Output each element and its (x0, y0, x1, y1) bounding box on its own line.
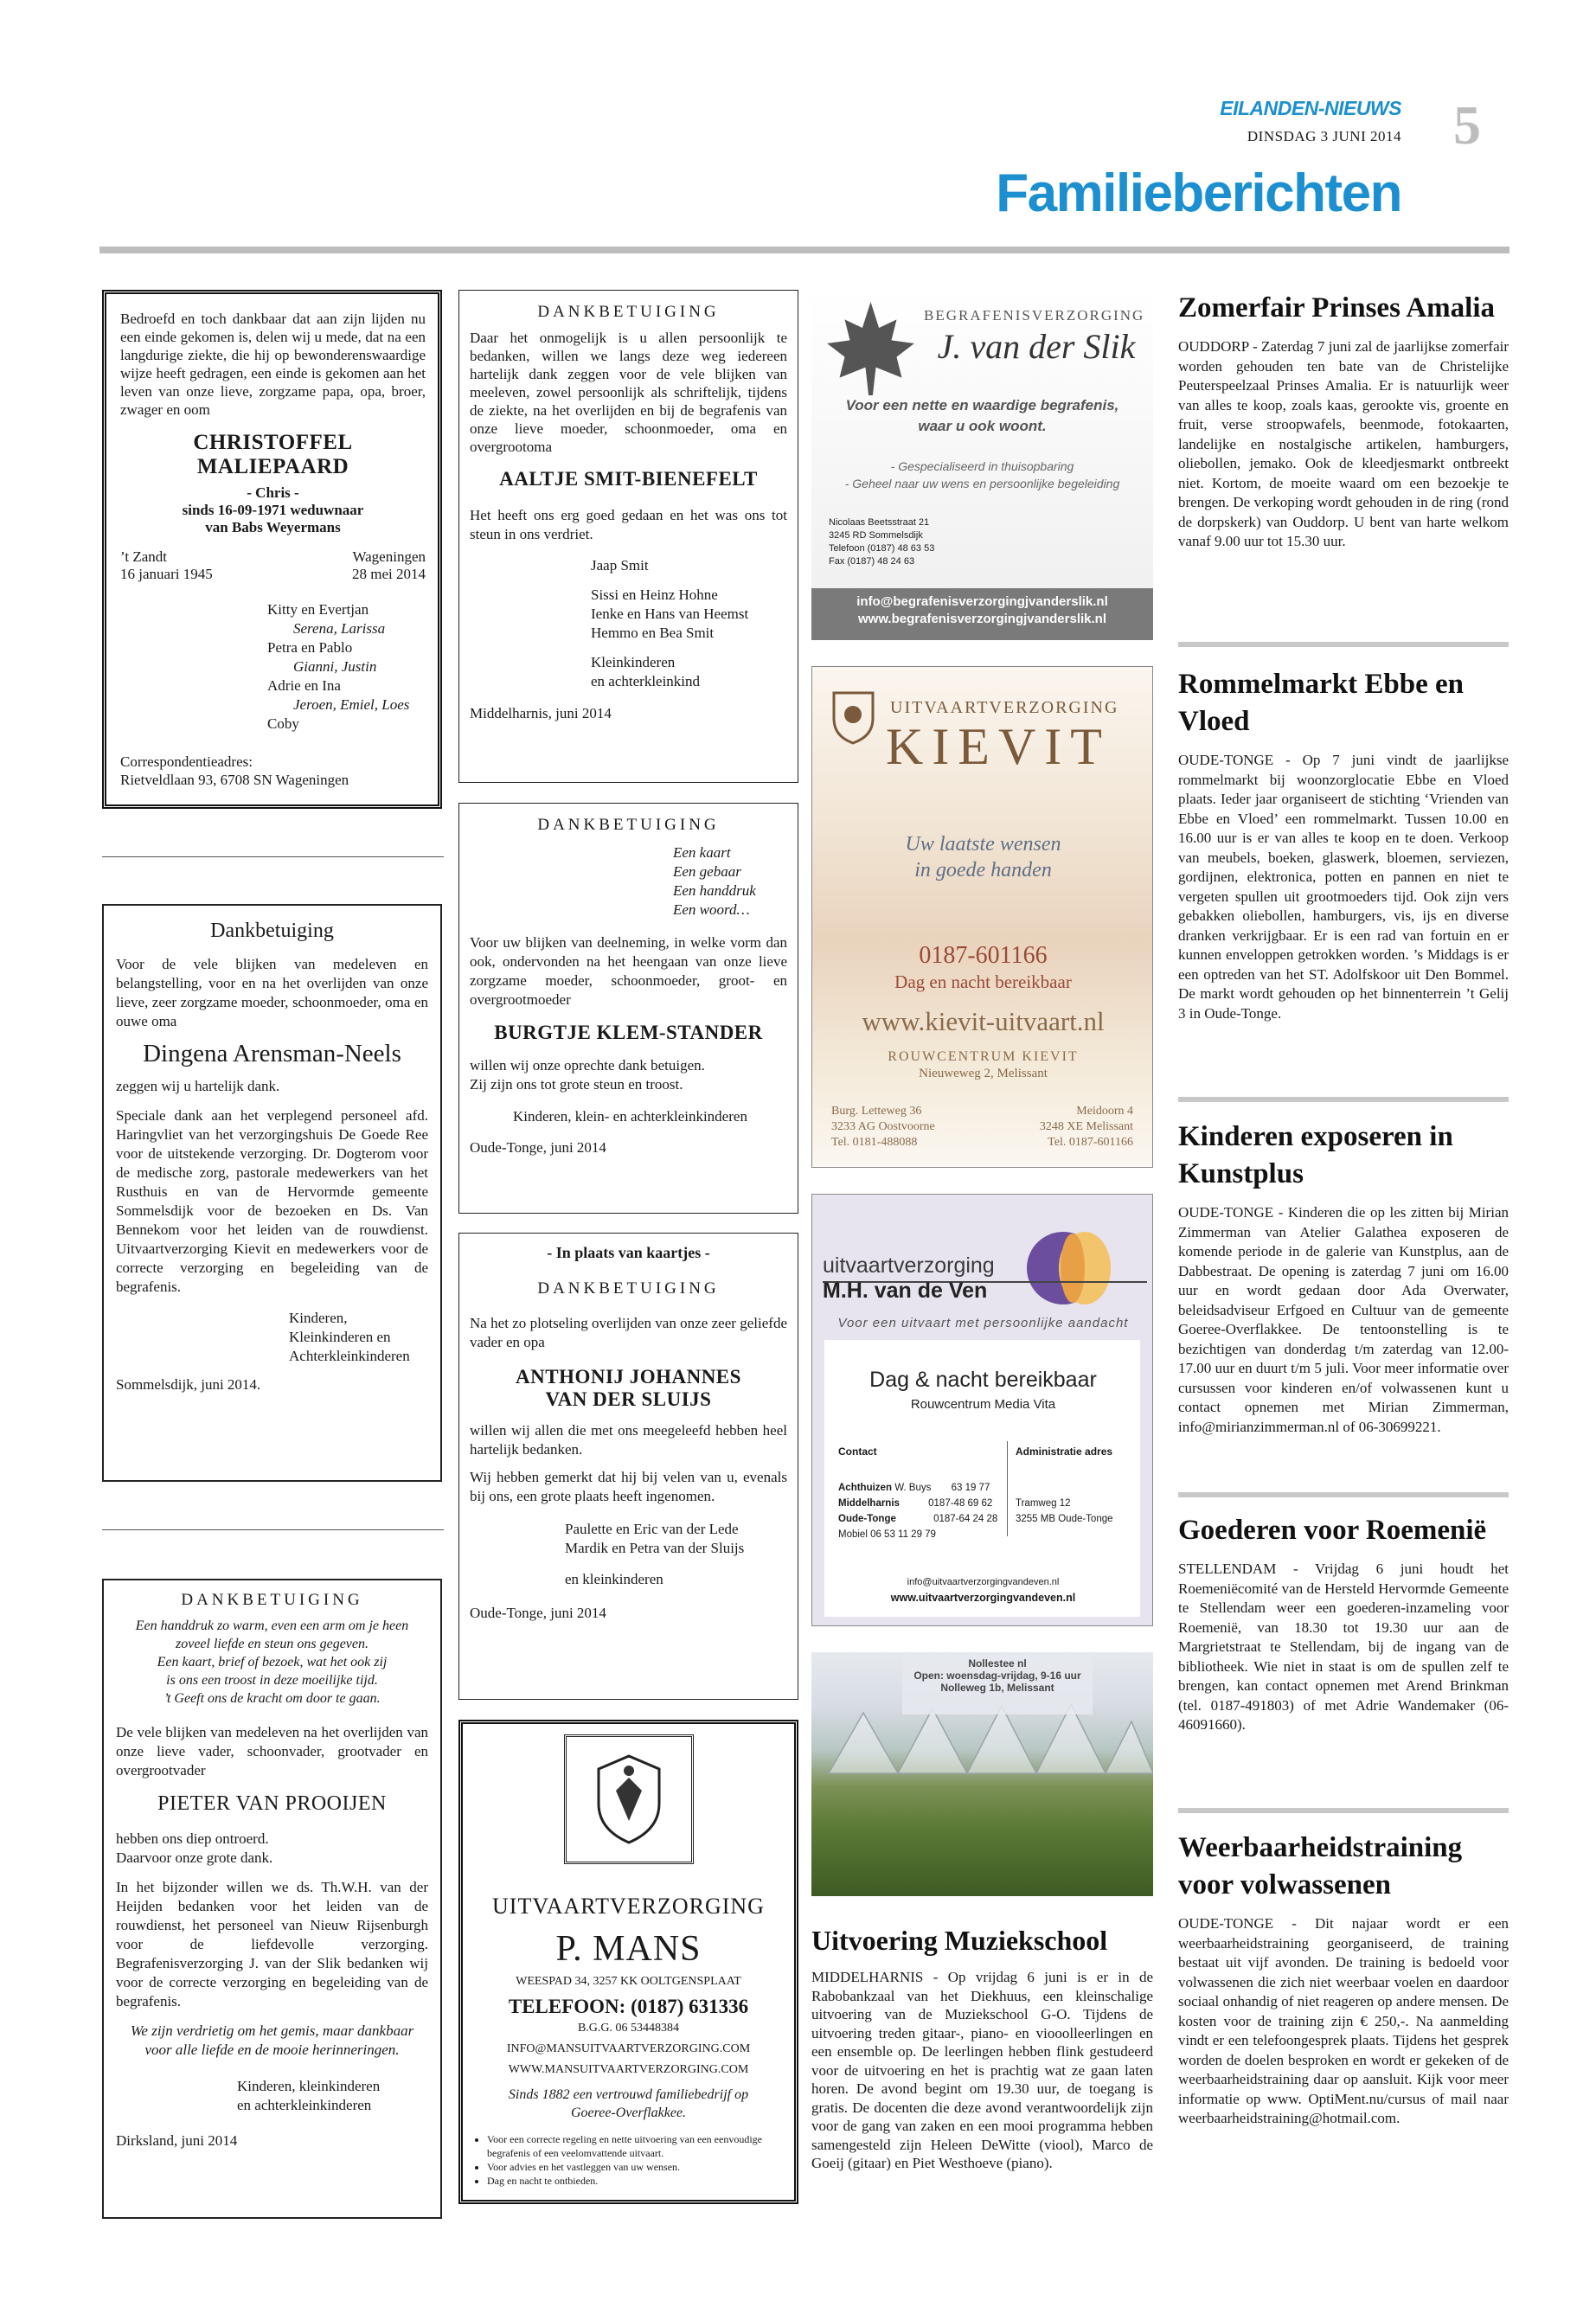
ad-name: KIEVIT (886, 718, 1111, 775)
signatories: Kinderen, kleinkinderen (237, 2078, 381, 2094)
ad-address (829, 516, 934, 568)
header-rule (99, 247, 1509, 253)
place-date: Middelharnis, juni 2014 (470, 705, 612, 721)
notice-maliepaard (102, 290, 442, 809)
address-line: Burg. Letteweg 36 (831, 1105, 922, 1118)
article-body: OUDE-TONGE - Kinderen die op les zitten bij Mirian Zimmerman van Atelier Galathea exposeren de komende periode in de galerie van Kunstplus, aan de Dabbestraat. De opening is zaterdag 7 juni om 16.00 uur en wordt gedaan door Ada Overwater, beleidsadviseur Erfgoed en Cultuur van de gemeente Goeree-Overflakkee. De tentoonstelling is te bezichtigen van donderdag t/m zaterdag van 12.00-17.00 uur en duurt t/m 5 juli. Voor meer informatie over cursussen voor kinderen en/of volwassenen kunt u contact opnemen met Mirian Zimmerman, info@mirianzimmerman.nl of 06-30699221. (1178, 1204, 1509, 1435)
ad-email: INFO@MANSUITVAARTVERZORGING.COM (506, 2042, 751, 2055)
ad-tagline-2: in goede handen (914, 859, 1052, 881)
ad-mans (458, 1720, 798, 2204)
widower-line: sinds 16-09-1971 weduwnaar (182, 502, 364, 518)
ad-title-1: uitvaartverzorging (823, 1253, 995, 1278)
notice-title: DANKBETUIGING (537, 1279, 720, 1298)
notice-body: Zij zijn ons tot grote steun en troost. (470, 1076, 683, 1093)
article-title: Weerbaarheidstraining voor volwassenen (1178, 1832, 1463, 1900)
article-rommelmarkt (1178, 666, 1509, 1023)
ad-contact-bar (811, 588, 1153, 640)
article-divider (1178, 1097, 1509, 1102)
poem-line: is ons een troost in deze moeilijke tijd. (166, 1673, 378, 1688)
notice-intro: Voor de vele blijken van medeleven en belangstelling, voor en na het overlijden van onze lieve, zeer zorgzame moeder, schoonmoeder, oma en ouwe oma (116, 956, 428, 1029)
ad-bullet: • Voor advies en het vastleggen van uw wensen. (487, 2160, 782, 2174)
ad-centre-address: Nieuweweg 2, Melissant (919, 1067, 1048, 1080)
notice-title: DANKBETUIGING (537, 816, 720, 834)
family-member: Kitty en Evertjan (267, 601, 369, 618)
grandchildren: Jeroen, Emiel, Loes (293, 696, 410, 713)
article-muziekschool (811, 1922, 1153, 2173)
ad-title: BEGRAFENISVERZORGING (924, 307, 1145, 324)
article-body: STELLENDAM - Vrijdag 6 juni houdt het Roemeniëcomité van de Hersteld Hervormde Gemeente te Stellendam weer een goederen-inzameling voor Roemenië, van 18.30 tot 19.30 uur aan de Margrietstraat te Stellendam, bij de ingang van de bibliotheek. Wie niet in staat is om de spullen zelf te brengen, kan contact opnemen met Arend Brinkman (tel. 0187-491803) of met Adrie Wandemaker (06-46091660). (1178, 1561, 1509, 1733)
address-line: 3248 XE Melissant (1039, 1120, 1133, 1133)
notice-van-der-sluijs (458, 1233, 798, 1700)
poem-line: zoveel liefde en steun ons gegeven. (175, 1637, 369, 1651)
notice-title: DANKBETUIGING (537, 303, 720, 321)
address-line: Fax (0187) 48 24 63 (829, 556, 915, 567)
contact-phone: 63 19 77 (951, 1483, 990, 1493)
deceased-name-1: ANTHONIJ JOHANNES (516, 1366, 741, 1388)
death-date: 28 mei 2014 (352, 566, 426, 582)
notice-klem-stander (458, 803, 798, 1214)
correspondence-address: Rietveldlaan 93, 6708 SN Wageningen (120, 772, 349, 788)
family-member: Adrie en Ina (267, 677, 341, 694)
signatories: Ienke en Hans van Heemst (591, 606, 749, 622)
article-kunstplus (1178, 1118, 1509, 1437)
notice-intro: Na het zo plotseling overlijden van onze zeer geliefde vader en opa (470, 1315, 787, 1350)
maple-leaf-icon (817, 297, 925, 401)
masthead-logo: EILANDEN-NIEUWS (1220, 97, 1401, 119)
poem-line: Een kaart (673, 844, 731, 861)
signatories: en achterkleinkind (591, 673, 701, 689)
ad-web: www.kievit-uitvaart.nl (862, 1006, 1105, 1036)
notice-body: Wij hebben gemerkt dat hij bij velen van u, evenals bij ons, een grote plaats heeft ingenomen. (470, 1469, 787, 1504)
ad-email: info@uitvaartverzorgingvandeven.nl (907, 1577, 1060, 1587)
ad-title: UITVAARTVERZORGING (492, 1894, 765, 1919)
ad-web: www.uitvaartverzorgingvandeven.nl (890, 1592, 1076, 1604)
notice-quote: We zijn verdrietig om het gemis, maar dankbaar voor alle liefde en de mooie herinneringen. (130, 2022, 414, 2058)
issue-date: DINSDAG 3 JUNI 2014 (1247, 128, 1401, 144)
ad-name: M.H. van de Ven (823, 1279, 988, 1303)
contact-person: W. Buys (894, 1483, 932, 1493)
ad-tagline: Voor een uitvaart met persoonlijke aandacht (837, 1316, 1129, 1330)
family-list (267, 600, 426, 734)
notice-poem (673, 843, 787, 920)
article-divider (1178, 642, 1509, 647)
ad-phone: 0187-601166 (919, 942, 1048, 969)
birth-place: ’t Zandt (120, 548, 167, 565)
family-member: Coby (267, 715, 299, 732)
address-line: Tel. 0187-601166 (1048, 1136, 1133, 1149)
article-title: Zomerfair Prinses Amalia (1178, 292, 1495, 324)
notice-line: hebben ons diep ontroerd. (116, 1830, 269, 1847)
notice-body: In het bijzonder willen we ds. Th.W.H. van der Heijden bedanken voor het leiden van de rouwdienst, het personeel van Nieuw Rijsenburgh voor de liefdevolle verzorging. Begrafenisverzorging J. van der Slik bedanken wij voor de correcte verzorging en begeleiding van de begrafenis. (116, 1879, 428, 2009)
ad-admin-label: Administratie adres (1016, 1445, 1113, 1458)
article-body: OUDDORP - Zaterdag 7 juni zal de jaarlijkse zomerfair worden gehouden ten bate van de Christelijke Peuterspeelzaal Prinses Amalia. Er is natuurlijk weer van alles te koop, zoals kaas, gerookte vis, groente en fruit, verse stroopwafels, beenmode, fotokaarten, landelijke en nostalgische artikelen, hamburgers, oliebollen, jemako. Ook de kleedjesmarkt ontbreekt niet. Kortom, de moeite waard om een bezoekje te brengen. De verkoping wordt gehouden in de ring (rond de dorpskerk) van Ouddorp. U bent van harte welkom vanaf 9.00 uur tot 15.30 uur. (1178, 338, 1509, 549)
notice-intro: Voor uw blijken van deelneming, in welke vorm dan ook, ondervonden na het heengaan van onze lieve zorgzame moeder, schoonmoeder, groot- en overgrootmoeder (470, 934, 787, 1008)
contact-mobile: Mobiel 06 53 11 29 79 (838, 1529, 936, 1540)
poem-line: Een gebaar (673, 863, 741, 880)
poem-line: Een handdruk zo warm, even een arm om je heen (135, 1618, 409, 1633)
deceased-name: AALTJE SMIT-BIENEFELT (499, 468, 758, 490)
section-title: Familieberichten (996, 163, 1401, 223)
ad-tagline: Sinds 1882 een vertrouwd familiebedrijf op Goeree-Overflakkee. (508, 2087, 749, 2120)
place-date: Oude-Tonge, juni 2014 (470, 1605, 606, 1621)
notice-intro: Daar het onmogelijk is u allen persoonlijk te bedanken, willen we langs deze weg iedereen hartelijk dank zeggen voor de vele blijken van meeleven, zowel persoonlijk als schriftelijk, tijdens de ziekte, na het overlijden en bij de begrafenis van onze lieve moeder, schoonmoeder, oma en overgrootoma (470, 330, 787, 455)
ad-van-de-ven (811, 1194, 1153, 1626)
article-weerbaarheid (1178, 1830, 1509, 2129)
signatories: Mardik en Petra van der Sluijs (565, 1540, 745, 1556)
address-line: Tramweg 12 (1016, 1498, 1071, 1509)
poem-line: Een woord… (673, 901, 750, 918)
article-divider (1178, 1808, 1509, 1813)
deceased-name: BURGTJE KLEM-STANDER (494, 1022, 763, 1043)
widower-line2: van Babs Weyermans (205, 519, 341, 535)
ad-address: WEESPAD 34, 3257 KK OOLTGENSPLAAT (516, 1975, 741, 1988)
nursery-photo (811, 1652, 1153, 1896)
ad-phone-sub: Dag en nacht bereikbaar (894, 971, 1072, 992)
notice-title: DANKBETUIGING (181, 1591, 363, 1609)
sign-text: Nollestee nl (968, 1657, 1027, 1670)
poem-line: Een kaart, brief of bezoek, wat het ook zij (157, 1655, 388, 1670)
address-line: Nicolaas Beetsstraat 21 (829, 517, 930, 528)
deceased-name: PIETER VAN PROOIJEN (157, 1792, 387, 1815)
ad-bullet: - Geheel naar uw wens en persoonlijke begeleiding (844, 477, 1120, 490)
article-title: Kinderen exposeren in Kunstplus (1178, 1121, 1453, 1189)
correspondence-label: Correspondentieadres: (120, 753, 253, 770)
ad-contact-table (838, 1480, 997, 1542)
place-date: Oude-Tonge, juni 2014 (470, 1139, 606, 1156)
notice-pre-title: - In plaats van kaartjes - (547, 1244, 710, 1261)
page-number: 5 (1453, 94, 1481, 156)
death-place: Wageningen (352, 548, 426, 565)
ad-rouwcentrum: Rouwcentrum Media Vita (910, 1397, 1056, 1412)
notice-arensman (102, 904, 442, 1482)
contact-place: Oude-Tonge (838, 1514, 896, 1524)
contact-place: Middelharnis (838, 1498, 900, 1509)
address-line: Meidoorn 4 (1076, 1105, 1133, 1118)
thanks-line: zeggen wij u hartelijk dank. (116, 1078, 280, 1094)
notice-poem (116, 1617, 428, 1708)
place-date: Dirksland, juni 2014 (116, 2132, 238, 2149)
signatories: Kleinkinderen (591, 654, 676, 670)
nickname: - Chris - (247, 484, 299, 501)
ad-admin-address (1016, 1496, 1113, 1527)
address-line: 3233 AG Oostvoorne (831, 1120, 935, 1133)
notice-body: Speciale dank aan het verplegend personeel afd. Haringvliet van het verzorgingshuis De Goede Ree voor de uitstekende verzorging. Dr. Dogterom voor de medische zorg, pastorale medewerkers van het Rusthuis en van de Hervormde gemeente Sommelsdijk voor de bezoeken en Ds. Van Bennekom voor het leiden van de rouwdienst. Uitvaartverzorging Kievit en medewerkers voor de correcte verzorging en begeleiding van de begrafenis. (116, 1107, 428, 1295)
article-body: MIDDELHARNIS - Op vrijdag 6 juni is er in de Rabobankzaal van het Diekhuus, een kleinschalige uitvoering van de Muziekschool G-O. Tijdens de uitvoering treden gitaar-, piano- en viooolleerlingen en een ensemble op. De leerlingen hebben flink gestudeerd voor de uitvoering en het is prachtig wat ze gaan laten horen. De avond begint om 19.30 uur, de toegang is gratis. De docenten die deze avond verantwoordelijk zijn voor de gang van zaken en een mooi programma hebben samengesteld zijn Heleen DeWitte (viool), Marco de Goeij (gitaar) en Piet Westhoeve (piano). (811, 1969, 1153, 2171)
address-line: Tel. 0181-488088 (831, 1136, 918, 1149)
divider (102, 1529, 444, 1530)
signatories: Achterkleinkinderen (289, 1348, 410, 1364)
deceased-name: CHRISTOFFEL MALIEPAARD (193, 431, 353, 478)
ad-centre: ROUWCENTRUM KIEVIT (888, 1049, 1079, 1064)
ad-email: info@begrafenisverzorgingjvanderslik.nl (856, 594, 1108, 609)
grandchildren: Serena, Larissa (293, 620, 386, 637)
crest-icon (564, 1734, 694, 1864)
notice-title: Dankbetuiging (210, 920, 334, 942)
address-line: 3245 RD Sommelsdijk (829, 530, 923, 541)
ad-bgg: B.G.G. 06 53448384 (577, 2022, 680, 2035)
contact-phone: 0187-64 24 28 (933, 1514, 998, 1524)
notice-intro: Bedroefd en toch dankbaar dat aan zijn lijden nu een einde gekomen is, delen wij u mede, dat na een langdurige ziekte, die hij op bewonderenswaardige wijze heeft gedragen, een einde is gekomen aan het leven van onze lieve, zorgzame papa, opa, broer, zwager en oom (120, 311, 426, 418)
ad-web: WWW.MANSUITVAARTVERZORGING.COM (508, 2063, 749, 2076)
signatories: Kinderen, (289, 1310, 348, 1326)
contact-place: Achthuizen (838, 1483, 892, 1493)
ad-bullet: - Gespecialiseerd in thuisopbaring (890, 459, 1074, 473)
article-body: OUDE-TONGE - Dit najaar wordt er een weerbaarheidstraining georganiseerd, de training bestaat uit vijf avonden. De training is bedoeld voor volwassenen die zich niet weerbaar voelen en daardoor sociaal onhandig of niet reageren op andere mensen. De kosten voor de training zijn € 250,-. Na aanmelding vindt er een telefoongesprek plaats. Tijdens het gesprek worden de doelen besproken en wordt er gekeken of de weerbaarheidstraining daar op aansluit. Kijk voor meer informatie op www. OptiMent.nu/cursus of mail naar weerbaarheidstraining@hotmail.com. (1178, 1915, 1509, 2126)
ad-column-divider (1007, 1441, 1008, 1536)
divider (102, 856, 444, 857)
ad-title: UITVAARTVERZORGING (890, 698, 1119, 717)
place-date: Sommelsdijk, juni 2014. (116, 1376, 261, 1393)
article-roemenie (1178, 1512, 1509, 1735)
ad-tagline-1: Uw laatste wensen (905, 833, 1061, 856)
ad-web: www.begrafenisverzorgingjvanderslik.nl (857, 612, 1107, 626)
ad-bullet: • Voor een correcte regeling en nette uitvoering van een eenvoudige begrafenis of een veelomvattende uitvaart. (487, 2132, 782, 2160)
notice-body: willen wij allen die met ons meegeleefd hebben heel hartelijk bedanken. (470, 1422, 787, 1458)
ad-name: J. van der Slik (937, 327, 1136, 366)
ad-address-2 (1040, 1104, 1133, 1150)
deceased-name: Dingena Arensman-Neels (143, 1040, 401, 1067)
notice-body: Het heeft ons erg goed gedaan en het was ons tot steun in ons verdriet. (470, 507, 787, 542)
signatories: en kleinkinderen (565, 1571, 663, 1587)
signatories: Kleinkinderen en (289, 1329, 391, 1345)
ad-van-der-slik (811, 290, 1153, 640)
notice-body: willen wij onze oprechte dank betuigen. (470, 1057, 705, 1074)
notice-line: Daarvoor onze grote dank. (116, 1849, 273, 1866)
signatories: Kinderen, klein- en achterkleinkinderen (513, 1108, 747, 1125)
sign-text: Open: woensdag-vrijdag, 9-16 uur (913, 1670, 1081, 1682)
ad-availability: Dag & nacht bereikbaar (869, 1368, 1097, 1392)
ad-address-1 (831, 1104, 935, 1150)
poem-line: ’t Geeft ons de kracht om door te gaan. (163, 1691, 381, 1706)
article-title: Rommelmarkt Ebbe en Vloed (1178, 669, 1464, 737)
signatories: Jaap Smit (591, 557, 649, 574)
signatories: Sissi en Heinz Hohne (591, 586, 718, 603)
sign-text: Nolleweg 1b, Melissant (940, 1682, 1054, 1694)
article-body: OUDE-TONGE - Op 7 juni vindt de jaarlijkse rommelmarkt bij woonzorglocatie Ebbe en Vloed plaats. Ieder jaar organiseert de stichting ‘Vrienden van Ebbe en Vloed’ een rommelmarkt. Tussen 10.00 en 16.00 uur is er van alles te koop en te doen. Verkoop van meubels, boeken, glaswerk, bloemen, serviezen, gordijnen, elektronica, potten en pannen en niet te vergeten spullen uit grootmoeders tijd. Ook zijn vers gebakken oliebollen, hamburgers, vis, ijs en diverse dranken verkrijgbaar. Er is een rad van fortuin en er kunnen enveloppen getrokken worden. ’s Middags is er een optreden van het ST. Adolfskoor uit Den Bommel. De markt wordt gehouden op het binnenterrein ’t Gelij 3 in Oude-Tonge. (1178, 752, 1509, 1022)
signatories: Paulette en Eric van der Lede (565, 1521, 739, 1537)
ad-contact-label: Contact (838, 1445, 877, 1458)
signatories: Hemmo en Bea Smit (591, 625, 715, 641)
contact-phone: 0187-48 69 62 (928, 1498, 993, 1509)
birth-date: 16 januari 1945 (120, 566, 213, 582)
address-line: Telefoon (0187) 48 63 53 (829, 543, 935, 554)
signatories: en achterkleinkinderen (237, 2097, 372, 2113)
ven-logo-icon (1024, 1221, 1119, 1316)
article-title: Uitvoering Muziekschool (811, 1925, 1108, 1956)
kievit-crest-icon (830, 684, 877, 745)
ad-tagline: Voor een nette en waardige begrafenis, waar u ook woont. (845, 397, 1119, 434)
photo-signboard (902, 1654, 1093, 1715)
article-title: Goederen voor Roemenië (1178, 1515, 1487, 1546)
family-member: Petra en Pablo (267, 639, 353, 656)
notice-intro: De vele blijken van medeleven na het overlijden van onze lieve vader, schoonvader, grootvader en overgrootvader (116, 1724, 428, 1779)
notice-smit-bienefelt (458, 290, 798, 783)
ad-name: P. MANS (555, 1929, 702, 1969)
poem-line: Een handdruk (673, 882, 756, 899)
article-zomerfair (1178, 290, 1509, 552)
article-divider (1178, 1492, 1509, 1497)
ad-kievit (811, 666, 1153, 1168)
ad-phone: TELEFOON: (0187) 631336 (508, 1996, 749, 2017)
address-line: 3255 MB Oude-Tonge (1016, 1514, 1113, 1524)
grandchildren: Gianni, Justin (293, 658, 377, 675)
notice-van-prooijen (102, 1579, 442, 2219)
deceased-name-2: VAN DER SLUIJS (545, 1388, 712, 1410)
ad-bullet: • Dag en nacht te ontbieden. (487, 2174, 782, 2188)
